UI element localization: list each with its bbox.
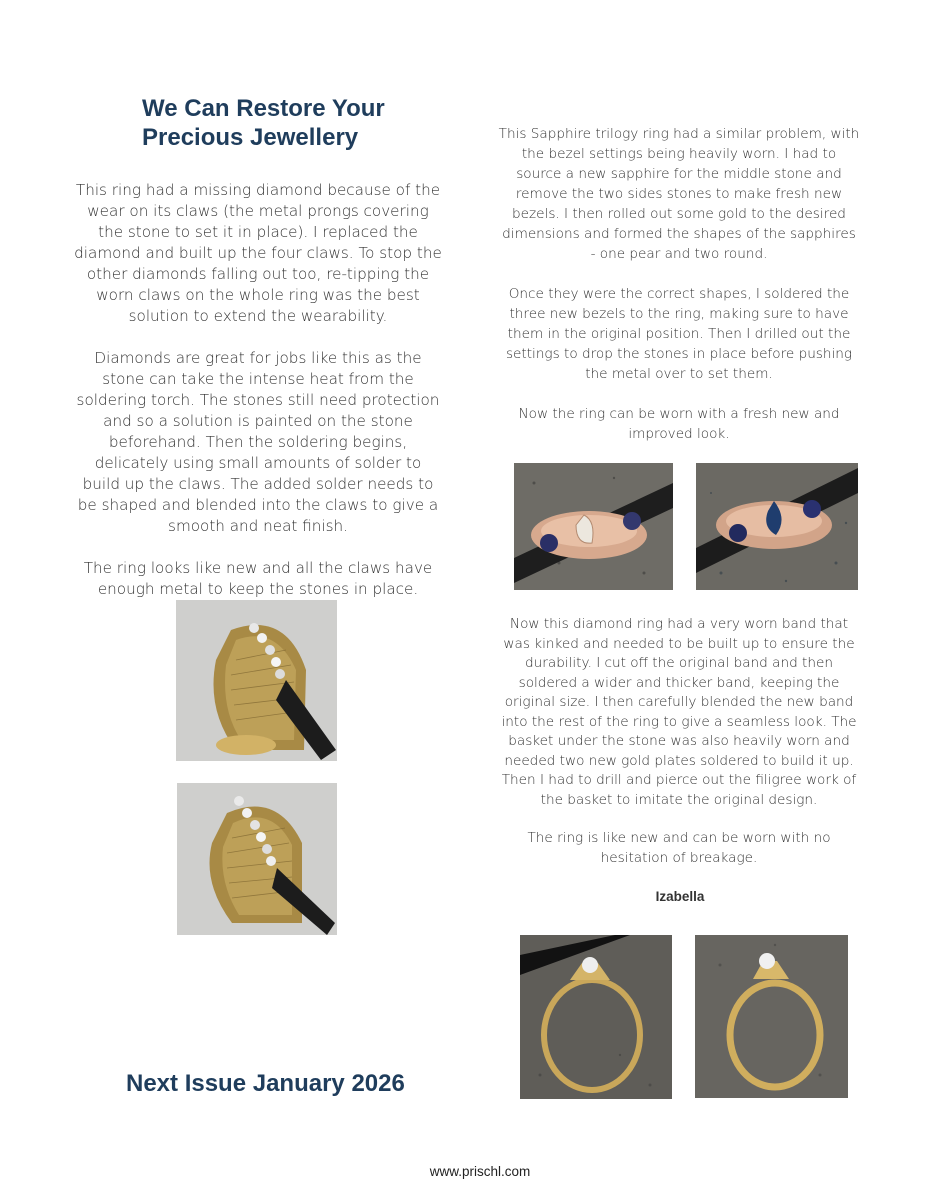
left-paragraph-1: This ring had a missing diamond because of the wear on its claws (the metal prongs covering the stone to set it in place). I replaced the diamond and built up the four claws. To stop the other diamonds falling out too, re-tipping the worn claws on the whole ring was the best solution to extend the wearability. — [74, 181, 442, 325]
diamond-ring-photo-before — [520, 935, 672, 1099]
diamond-ring-photo-after — [695, 935, 848, 1098]
website-link[interactable]: www.prischl.com — [429, 1164, 531, 1179]
right-article-top — [498, 124, 860, 464]
left-article — [74, 180, 442, 621]
right-paragraph-4: Now this diamond ring had a very worn band that was kinked and needed to be built up to ensure the durability. I cut off the original band and then soldered a wider and thicker band, keeping the original size. I then carefully blended the new band into the rest of the ring to give a seamless look. The basket under the stone was also heavily worn and needed two new gold plates soldered to build it up. Then I had to drill and pierce out the filigree work of the basket to imitate the original design. — [501, 616, 857, 808]
page-title — [142, 94, 442, 152]
next-issue-heading: Next Issue January 2026 — [126, 1070, 405, 1097]
sapphire-ring-photo-after — [696, 463, 858, 590]
title-line-1: We Can Restore Your — [142, 95, 385, 122]
ring-photo-after — [177, 783, 337, 935]
left-paragraph-2: Diamonds are great for jobs like this as the stone can take the intense heat from the soldering torch. The stones still need protection and so a solution is painted on the stone beforehand. Then the soldering begins, delicately using small amounts of solder to build up the claws. The added solder needs to be shaped and blended into the claws to give a smooth and neat finish. — [76, 349, 440, 535]
right-paragraph-5: The ring is like new and can be worn with no hesitation of breakage. — [527, 830, 831, 866]
right-paragraph-3: Now the ring can be worn with a fresh new and improved look. — [518, 406, 840, 442]
right-paragraph-1: This Sapphire trilogy ring had a similar problem, with the bezel settings being heavily worn. I had to source a new sapphire for the middle stone and remove the two sides stones to make fresh new bezels. I then rolled out some gold to the desired dimensions and formed the shapes of the sapphires - one pear and two round. — [498, 126, 860, 262]
right-paragraph-2: Once they were the correct shapes, I soldered the three new bezels to the ring, making sure to have them in the original position. Then I drilled out the settings to drop the stones in place before pushing the metal over to set them. — [505, 286, 853, 382]
title-line-2: Precious Jewellery — [142, 124, 359, 151]
left-paragraph-3: The ring looks like new and all the claws have enough metal to keep the stones in place. — [83, 559, 433, 598]
author-signature: Izabella — [655, 889, 705, 904]
ring-photo-before — [176, 600, 337, 761]
sapphire-ring-photo-before — [514, 463, 673, 590]
right-article-bottom — [496, 615, 862, 887]
